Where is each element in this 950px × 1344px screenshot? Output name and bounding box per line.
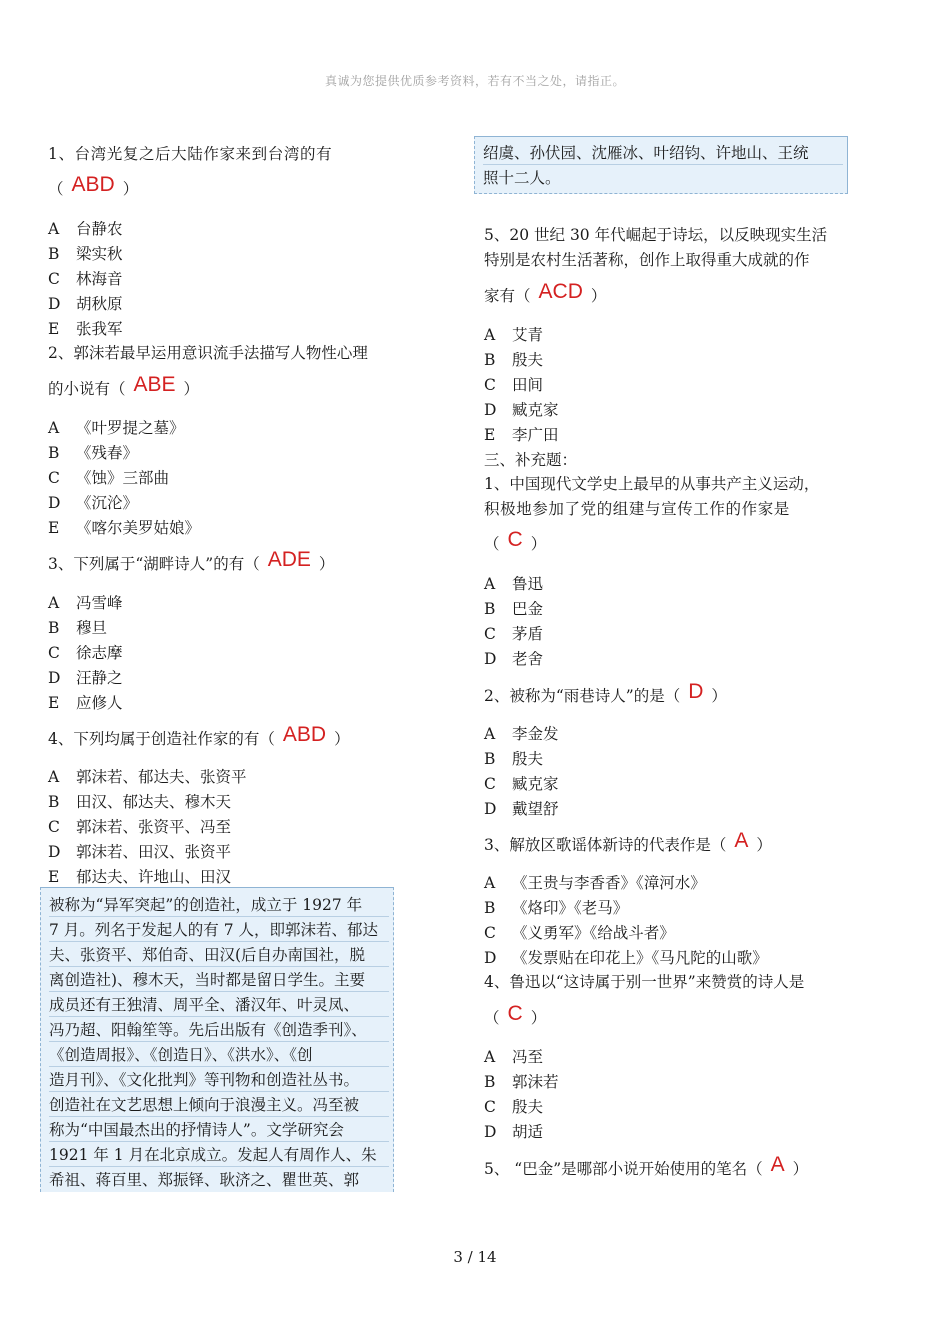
option-e: E 张我军 xyxy=(48,320,123,338)
note-line: 离创造社)、穆木天，当时都是留日学生。主要 xyxy=(49,969,389,992)
option-c: C 《义勇军》《给战斗者》 xyxy=(484,924,675,942)
option-b: B 田汉、郁达夫、穆木天 xyxy=(48,793,232,811)
section-title: 三、补充题： xyxy=(484,451,578,469)
option-c: C 田间 xyxy=(484,376,544,394)
note-box-right xyxy=(474,136,848,194)
option-d: D 郭沫若、田汉、张资平 xyxy=(48,843,232,861)
question-1-answer: ABD xyxy=(71,173,115,196)
option-d: D 《沉沦》 xyxy=(48,494,139,512)
note-line: 造月刊》、《文化批判》等刊物和创造社丛书。 xyxy=(49,1069,389,1092)
paren-open: （ xyxy=(48,180,64,198)
option-b: B 《烙印》《老马》 xyxy=(484,899,629,917)
supp-question-3-line: 3、解放区歌谣体新诗的代表作是（ A ） xyxy=(484,829,772,854)
option-a: A 台静农 xyxy=(48,220,123,238)
supp-question-5-answer: A xyxy=(770,1153,785,1176)
option-b: B 梁实秋 xyxy=(48,245,123,263)
option-e: E 郁达夫、许地山、田汉 xyxy=(48,868,232,886)
option-e: E 《喀尔美罗姑娘》 xyxy=(48,519,201,537)
option-d: D 胡秋原 xyxy=(48,295,123,313)
note-line: 创造社在文艺思想上倾向于浪漫主义。冯至被 xyxy=(49,1094,389,1117)
option-a: A 李金发 xyxy=(484,725,559,743)
note-line: 希祖、蒋百里、郑振铎、耿济之、瞿世英、郭 xyxy=(49,1171,360,1189)
page-number: 3 / 14 xyxy=(453,1248,497,1266)
question-5-answer-line: 家有（ ACD ） xyxy=(484,280,607,305)
option-d: D 汪静之 xyxy=(48,669,123,687)
note-line: 7 月。列名于发起人的有 7 人，即郭沫若、郁达 xyxy=(49,919,389,942)
option-b: B 郭沫若 xyxy=(484,1073,559,1091)
option-a: A 艾青 xyxy=(484,326,544,344)
option-a: A 《王贵与李香香》《漳河水》 xyxy=(484,874,706,892)
question-2-answer-line: 的小说有（ ABE ） xyxy=(48,373,200,398)
note-line: 冯乃超、阳翰笙等。先后出版有《创造季刊》、 xyxy=(49,1019,389,1042)
question-5-text: 5、20 世纪 30 年代崛起于诗坛，以反映现实生活 xyxy=(484,226,828,244)
question-2-answer: ABE xyxy=(133,373,176,396)
supp-question-4-answer: C xyxy=(507,1002,523,1025)
note-line: 照十二人。 xyxy=(483,169,561,187)
question-1-text: 1、台湾光复之后大陆作家来到台湾的有 xyxy=(48,145,333,163)
supp-question-3-answer: A xyxy=(734,829,749,852)
option-a: A 冯至 xyxy=(484,1048,544,1066)
option-b: B 穆旦 xyxy=(48,619,108,637)
question-3-line: 3、下列属于“湖畔诗人”的有（ ADE ） xyxy=(48,548,335,573)
option-e: E 李广田 xyxy=(484,426,559,444)
option-e: E 应修人 xyxy=(48,694,123,712)
question-5-text-2: 特别是农村生活著称，创作上取得重大成就的作 xyxy=(484,251,810,269)
note-line: 夫、张资平、郑伯奇、田汉(后自办南国社，脱 xyxy=(49,944,389,967)
option-c: C 臧克家 xyxy=(484,775,559,793)
supp-question-4-text: 4、鲁迅以“这诗属于别一世界”来赞赏的诗人是 xyxy=(484,973,805,991)
option-c: C 茅盾 xyxy=(484,625,544,643)
question-3-answer: ADE xyxy=(267,548,311,571)
question-2-text: 2、郭沫若最早运用意识流手法描写人物性心理 xyxy=(48,344,368,362)
option-c: C 徐志摩 xyxy=(48,644,123,662)
paren-close: ） xyxy=(122,180,139,198)
question-4-line: 4、下列均属于创造社作家的有（ ABD ） xyxy=(48,723,350,748)
option-a: A 鲁迅 xyxy=(484,575,544,593)
supp-question-5-line: 5、 “巴金”是哪部小说开始使用的笔名（ A ） xyxy=(484,1153,809,1178)
supp-question-2-answer: D xyxy=(688,680,704,703)
option-b: B 巴金 xyxy=(484,600,544,618)
supp-question-1-answer-line: （ C ） xyxy=(484,528,547,553)
supp-question-1-text: 1、中国现代文学史上最早的从事共产主义运动， xyxy=(484,475,820,493)
option-b: B 《残春》 xyxy=(48,444,139,462)
option-c: C 林海音 xyxy=(48,270,123,288)
question-4-answer: ABD xyxy=(282,723,327,746)
option-b: B 殷夫 xyxy=(484,750,544,768)
option-d: D 戴望舒 xyxy=(484,800,559,818)
option-d: D 老舍 xyxy=(484,650,544,668)
supp-question-1-text-2: 积极地参加了党的组建与宣传工作的作家是 xyxy=(484,500,790,518)
option-a: A 冯雪峰 xyxy=(48,594,123,612)
question-1-answer-line xyxy=(48,173,139,199)
option-c: C 殷夫 xyxy=(484,1098,544,1116)
note-line: 被称为“异军突起”的创造社，成立于 1927 年 xyxy=(49,894,389,917)
option-d: D 《发票贴在印花上》《马凡陀的山歌》 xyxy=(484,949,768,967)
option-c: C 郭沫若、张资平、冯至 xyxy=(48,818,232,836)
note-line: 绍虞、孙伏园、沈雁冰、叶绍钧、许地山、王统 xyxy=(483,142,843,165)
question-5-answer: ACD xyxy=(538,280,583,303)
note-line: 成员还有王独清、周平全、潘汉年、叶灵凤、 xyxy=(49,994,389,1017)
note-line: 1921 年 1 月在北京成立。发起人有周作人、朱 xyxy=(49,1144,389,1167)
note-line: 称为“中国最杰出的抒情诗人”。文学研究会 xyxy=(49,1119,389,1142)
supp-question-4-answer-line: （ C ） xyxy=(484,1002,547,1027)
option-a: A 《叶罗提之墓》 xyxy=(48,419,185,437)
option-a: A 郭沫若、郁达夫、张资平 xyxy=(48,768,247,786)
note-line: 《创造周报》、《创造日》、《洪水》、《创 xyxy=(49,1044,389,1067)
option-b: B 殷夫 xyxy=(484,351,544,369)
note-box-left xyxy=(40,887,394,1192)
supp-question-1-answer: C xyxy=(507,528,523,551)
option-c: C 《蚀》三部曲 xyxy=(48,469,170,487)
supp-question-2-line: 2、被称为“雨巷诗人”的是（ D ） xyxy=(484,680,727,705)
header-note: 真诚为您提供优质参考资料，若有不当之处，请指正。 xyxy=(324,74,625,88)
option-d: D 臧克家 xyxy=(484,401,559,419)
option-d: D 胡适 xyxy=(484,1123,544,1141)
